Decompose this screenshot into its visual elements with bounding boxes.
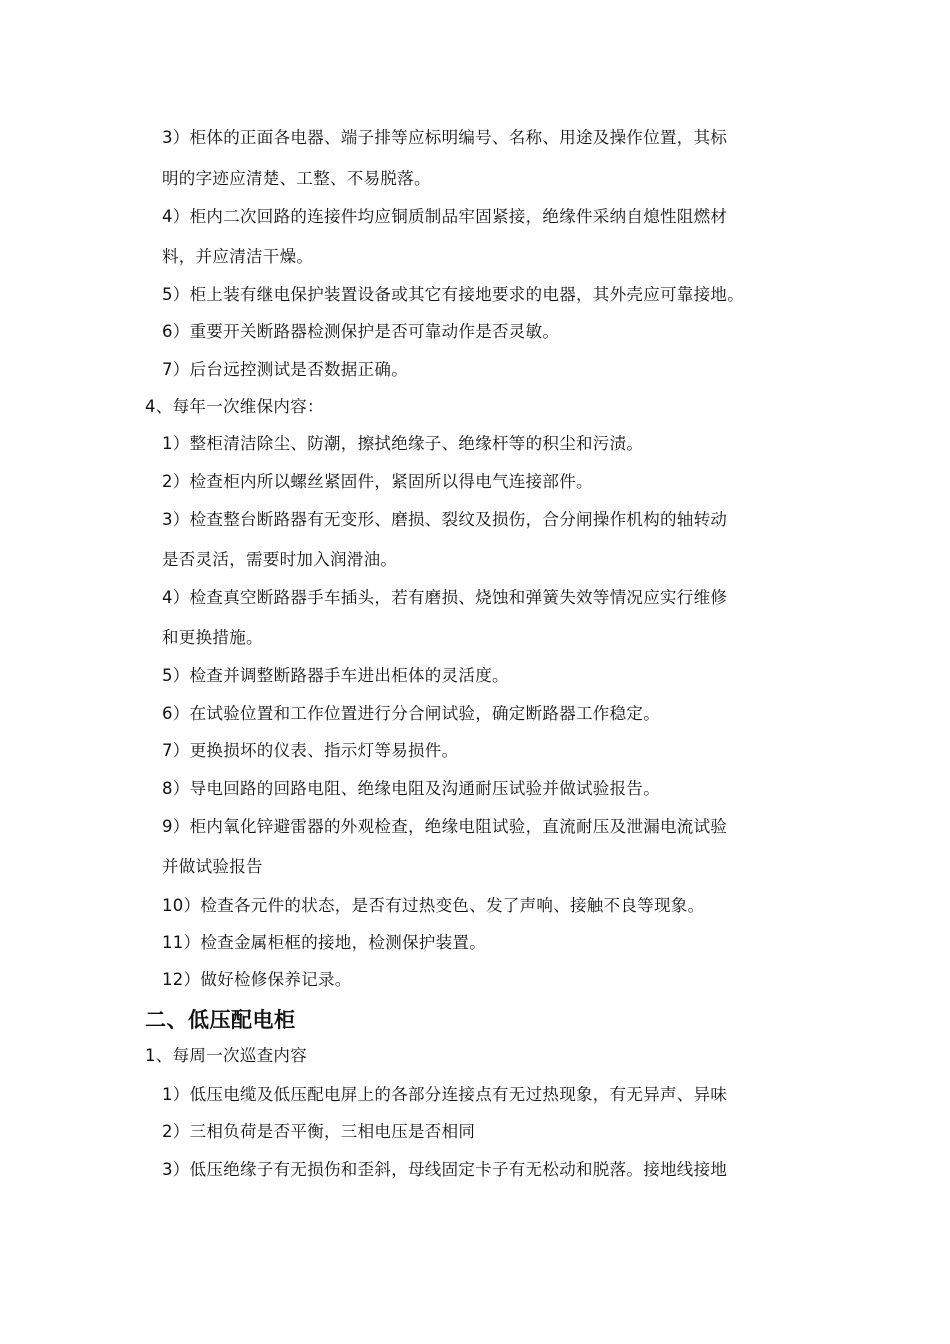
annual-item-8: 8）导电回路的回路电阻、绝缘电阻及沟通耐压试验并做试验报告。 <box>162 779 660 798</box>
item-3-7: 7）后台远控测试是否数据正确。 <box>162 360 408 379</box>
annual-item-5: 5）检查并调整断路器手车进出柜体的灵活度。 <box>162 666 509 685</box>
annual-item-2: 2）检查柜内所以螺丝紧固件，紧固所以得电气连接部件。 <box>162 472 593 491</box>
section-heading-low-voltage: 二、低压配电柜 <box>145 1008 296 1032</box>
annual-item-9-line-1: 9）柜内氧化锌避雷器的外观检查，绝缘电阻试验，直流耐压及泄漏电流试验 <box>162 817 728 836</box>
annual-item-10: 10）检查各元件的状态，是否有过热变色、发了声响、接触不良等现象。 <box>162 896 705 915</box>
item-3-5: 5）柜上装有继电保护装置设备或其它有接地要求的电器，其外壳应可靠接地。 <box>162 285 744 304</box>
annual-item-7: 7）更换损坏的仪表、指示灯等易损件。 <box>162 741 459 760</box>
weekly-item-1: 1）低压电缆及低压配电屏上的各部分连接点有无过热现象，有无异声、异味 <box>162 1085 728 1104</box>
annual-item-4-line-2: 和更换措施。 <box>162 628 263 647</box>
annual-item-4-line-1: 4）检查真空断路器手车插头，若有磨损、烧蚀和弹簧失效等情况应实行维修 <box>162 588 728 607</box>
annual-item-12: 12）做好检修保养记录。 <box>162 970 352 989</box>
annual-item-1: 1）整柜清洁除尘、防潮，擦拭绝缘子、绝缘杆等的积尘和污渍。 <box>162 434 644 453</box>
weekly-item-3: 3）低压绝缘子有无损伤和歪斜，母线固定卡子有无松动和脱落。接地线接地 <box>162 1160 728 1179</box>
annual-item-6: 6）在试验位置和工作位置进行分合闸试验，确定断路器工作稳定。 <box>162 704 660 723</box>
item-3-4-line-1: 4）柜内二次回路的连接件均应铜质制品牢固紧接，绝缘件采纳自熄性阻燃材 <box>162 207 728 226</box>
annual-item-3-line-2: 是否灵活，需要时加入润滑油。 <box>162 550 398 569</box>
annual-maintenance-title: 4、每年一次维保内容： <box>145 397 324 416</box>
item-3-4-line-2: 料，并应清洁干燥。 <box>162 247 314 266</box>
item-3-6: 6）重要开关断路器检测保护是否可靠动作是否灵敏。 <box>162 322 560 341</box>
item-3-3-line-1: 3）柜体的正面各电器、端子排等应标明编号、名称、用途及操作位置，其标 <box>162 128 728 147</box>
weekly-inspection-title: 1、每周一次巡查内容 <box>145 1046 307 1065</box>
item-3-3-line-2: 明的字迹应清楚、工整、不易脱落。 <box>162 169 431 188</box>
annual-item-9-line-2: 并做试验报告 <box>162 857 263 876</box>
annual-item-11: 11）检查金属柜框的接地，检测保护装置。 <box>162 933 486 952</box>
weekly-item-2: 2）三相负荷是否平衡，三相电压是否相同 <box>162 1122 476 1141</box>
annual-item-3-line-1: 3）检查整台断路器有无变形、磨损、裂纹及损伤，合分闸操作机构的轴转动 <box>162 510 728 529</box>
